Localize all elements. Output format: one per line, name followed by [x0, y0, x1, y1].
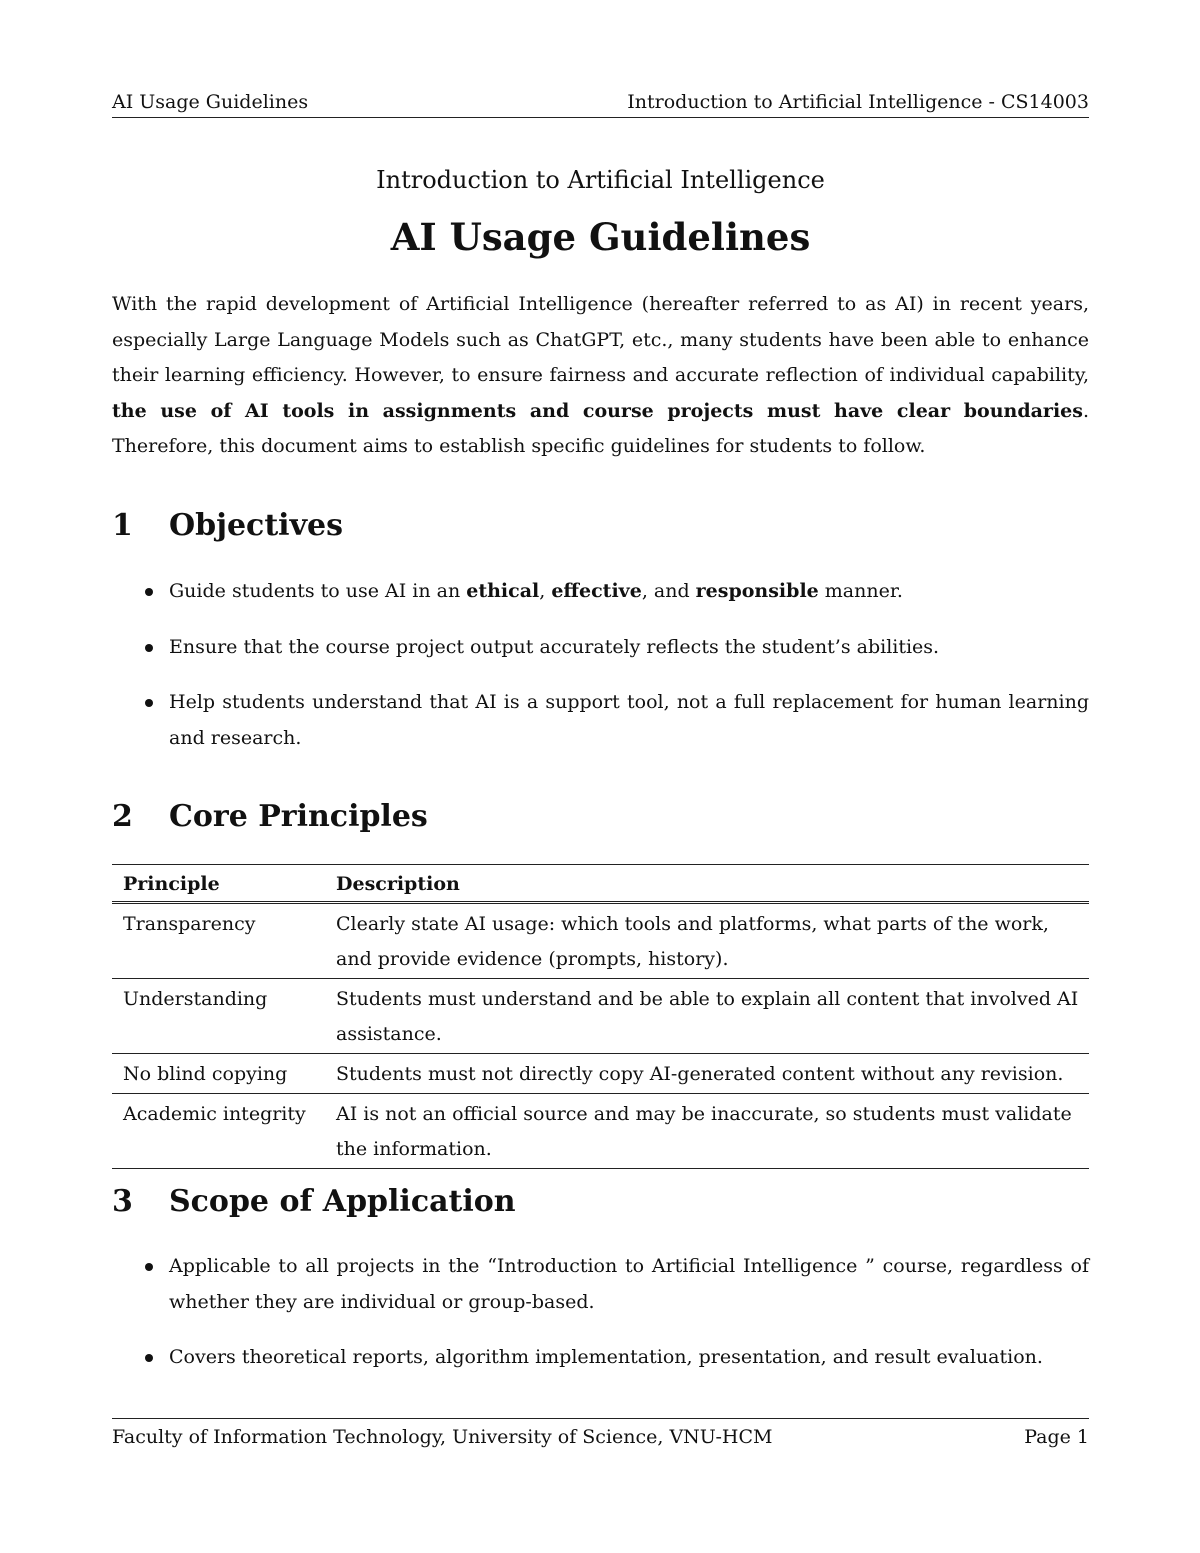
table-row [112, 1054, 1089, 1094]
running-header [112, 87, 1089, 113]
list-item [112, 685, 1089, 756]
section-number: 3 [112, 1184, 133, 1219]
list-item [112, 1340, 1089, 1376]
column-header: Description [325, 865, 1089, 903]
description-cell: Students must understand and be able to explain all content that involved AI assistance. [325, 979, 1089, 1054]
list-item-text: manner. [818, 580, 903, 602]
bullet-icon [145, 588, 153, 596]
section-heading-principles [112, 799, 428, 834]
header-rule [112, 117, 1089, 118]
section-number: 2 [112, 799, 133, 834]
list-item [112, 630, 1089, 666]
principle-cell: No blind copying [112, 1054, 325, 1094]
description-cell: AI is not an official source and may be inaccurate, so students must validate the information. [336, 1103, 1072, 1160]
principle-cell: Transparency [112, 903, 325, 979]
intro-text-2: . Therefore, this document aims to establish specific guidelines for students to follow. [112, 399, 1089, 457]
list-item-text: Covers theoretical reports, algorithm implementation, presentation, and result evaluation. [169, 1346, 1043, 1368]
table-row [112, 979, 1089, 1054]
section-heading-scope [112, 1184, 516, 1219]
scope-list [112, 1249, 1089, 1396]
intro-paragraph [112, 287, 1089, 465]
bullet-icon [145, 1263, 153, 1271]
description-cell: Clearly state AI usage: which tools and platforms, what parts of the work, and provide evidence (prompts, history). [325, 903, 1089, 979]
bullet-icon [145, 699, 153, 707]
list-item-text: Help students understand that AI is a support tool, not a full replacement for human learning and research. [169, 691, 1089, 749]
list-item-bold: effective [551, 580, 642, 602]
bullet-icon [145, 644, 153, 652]
table-header-row [112, 865, 1089, 903]
section-title: Scope of Application [169, 1184, 516, 1219]
column-header: Principle [112, 865, 325, 903]
objectives-list [112, 574, 1089, 776]
list-item-bold: responsible [695, 580, 819, 602]
footer-left: Faculty of Information Technology, University of Science, VNU-HCM [112, 1426, 773, 1448]
intro-text-1: With the rapid development of Artificial Intelligence (hereafter referred to as AI) in recent years, especially Large Language Models such as ChatGPT, etc., many students have been able to enhance their learning efficiency. However, to ensure fairness and accurate reflection of individual capability, [112, 293, 1089, 386]
list-item-bold: ethical [466, 580, 540, 602]
list-item-text: Guide students to use AI in an [169, 580, 467, 602]
list-item [112, 1249, 1089, 1320]
running-footer [112, 1426, 1089, 1448]
document-title: AI Usage Guidelines [390, 215, 811, 259]
section-heading-objectives [112, 508, 343, 543]
list-item-text: , and [641, 580, 696, 602]
list-item-text: , [539, 580, 552, 602]
page-number: Page 1 [1024, 1426, 1089, 1448]
principle-cell: Academic integrity [123, 1103, 306, 1125]
list-item-text: Applicable to all projects in the “Introduction to Artificial Intelligence ” course, regardless of whether they are individual or group-based. [169, 1255, 1089, 1313]
section-title: Objectives [169, 508, 343, 543]
principle-cell: Understanding [112, 979, 325, 1054]
bullet-icon [145, 1354, 153, 1362]
list-item [112, 574, 1089, 610]
list-item-text: Ensure that the course project output accurately reflects the student’s abilities. [169, 635, 940, 658]
principles-table [112, 864, 1089, 1169]
section-title: Core Principles [169, 799, 428, 834]
header-right: Introduction to Artificial Intelligence - CS14003 [627, 91, 1089, 113]
document-page [112, 0, 1089, 1553]
intro-bold-text: the use of AI tools in assignments and course projects must have clear boundaries [112, 399, 1083, 422]
table-row [112, 1094, 1089, 1169]
section-number: 1 [112, 508, 133, 543]
header-left: AI Usage Guidelines [112, 91, 309, 113]
footer-rule [112, 1418, 1089, 1419]
document-subtitle: Introduction to Artificial Intelligence [376, 166, 825, 194]
table-row [112, 903, 1089, 979]
description-cell: Students must not directly copy AI-generated content without any revision. [325, 1054, 1089, 1094]
